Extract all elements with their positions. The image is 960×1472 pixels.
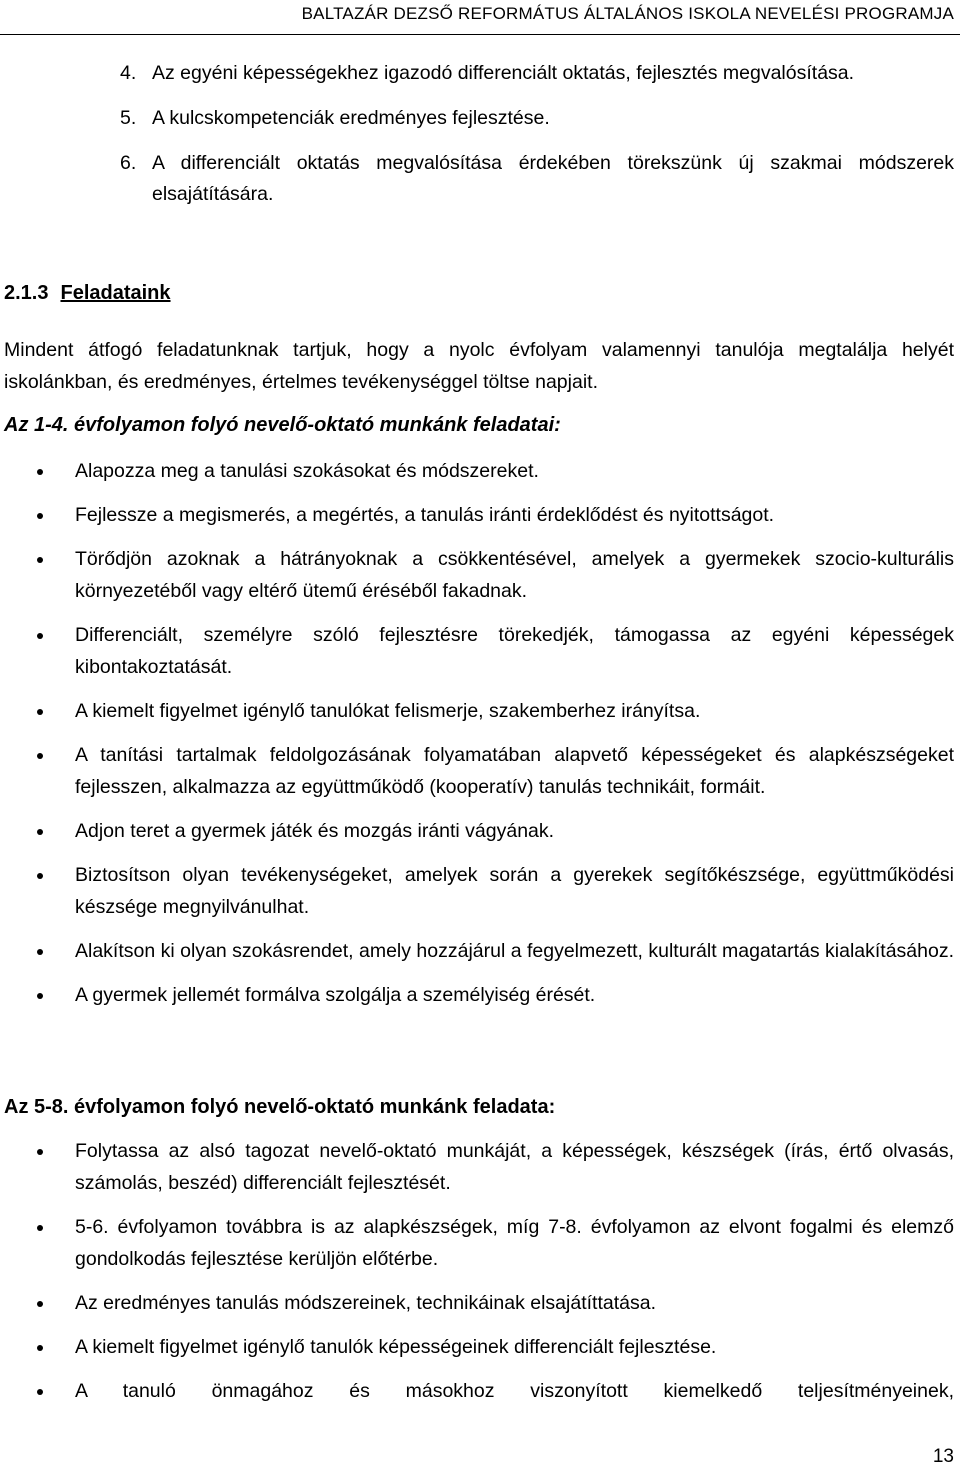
bullet-icon xyxy=(37,753,43,759)
group2-heading: Az 5-8. évfolyamon folyó nevelő-oktató munkánk feladata: xyxy=(4,1096,556,1118)
list-item xyxy=(0,543,960,607)
bullet-icon xyxy=(37,949,43,955)
list-item xyxy=(0,935,960,967)
header-title: BALTAZÁR DEZSŐ REFORMÁTUS ÁLTALÁNOS ISKOLA NEVELÉSI PROGRAMJA xyxy=(301,4,954,23)
group1-list xyxy=(0,455,960,1011)
list-item xyxy=(0,739,960,803)
list-item-text: A kiemelt figyelmet igénylő tanulókat felismerje, szakemberhez irányítsa. xyxy=(75,700,701,722)
list-item-text: A kiemelt figyelmet igénylő tanulók képességeinek differenciált fejlesztése. xyxy=(75,1336,717,1358)
group2-list xyxy=(0,1135,960,1407)
list-item-text: A tanítási tartalmak feldolgozásának folyamatában alapvető képességeket és alapkészségeket fejlesszen, alkalmazza az együttműködő (kooperatív) tanulás technikáit, formáit. xyxy=(75,744,954,798)
list-item xyxy=(0,58,960,89)
list-item-text: A kulcskompetenciák eredményes fejlesztése. xyxy=(152,107,550,129)
list-item-number: 6. xyxy=(120,152,137,174)
bullet-icon xyxy=(37,513,43,519)
page-header xyxy=(0,0,960,35)
intro-paragraph: Mindent átfogó feladatunknak tartjuk, hogy a nyolc évfolyam valamennyi tanulója megtalálja helyét iskolánkban, és eredményes, értelmes tevékenységgel töltse napjait. xyxy=(4,339,954,393)
list-item-text: Adjon teret a gyermek játék és mozgás iránti vágyának. xyxy=(75,820,555,842)
list-item xyxy=(0,979,960,1011)
bullet-icon xyxy=(37,1149,43,1155)
section-heading xyxy=(4,282,171,305)
list-item-text: Biztosítson olyan tevékenységeket, amelyek során a gyerekek segítőkészsége, együttműködési készsége megnyilvánulhat. xyxy=(75,864,954,918)
list-item xyxy=(0,103,960,134)
list-item-text: Differenciált, személyre szóló fejlesztésre törekedjék, támogassa az egyéni képességek kibontakoztatását. xyxy=(75,624,954,678)
list-item xyxy=(0,148,960,210)
bullet-icon xyxy=(37,993,43,999)
list-item-text: Törődjön azoknak a hátrányoknak a csökkentésével, amelyek a gyermekek szocio-kulturális környezetéből vagy eltérő ütemű éréséből fakadnak. xyxy=(75,548,954,602)
section-number: 2.1.3 xyxy=(4,282,49,304)
list-item xyxy=(0,1331,960,1363)
page-number: 13 xyxy=(932,1446,954,1467)
bullet-icon xyxy=(37,469,43,475)
list-item xyxy=(0,815,960,847)
numbered-list xyxy=(0,58,960,224)
list-item-text: Alapozza meg a tanulási szokásokat és módszereket. xyxy=(75,460,539,482)
list-item-text: Fejlessze a megismerés, a megértés, a tanulás iránti érdeklődést és nyitottságot. xyxy=(75,504,775,526)
bullet-icon xyxy=(37,829,43,835)
list-item-number: 5. xyxy=(120,107,137,129)
bullet-icon xyxy=(37,1225,43,1231)
group1-heading: Az 1-4. évfolyamon folyó nevelő-oktató munkánk feladatai: xyxy=(4,414,561,436)
list-item xyxy=(0,455,960,487)
list-item xyxy=(0,1287,960,1319)
bullet-icon xyxy=(37,873,43,879)
bullet-icon xyxy=(37,557,43,563)
list-item-text: Az eredményes tanulás módszereinek, technikáinak elsajátíttatása. xyxy=(75,1292,656,1314)
list-item-text: A differenciált oktatás megvalósítása érdekében törekszünk új szakmai módszerek elsajátítására. xyxy=(152,152,954,205)
list-item xyxy=(0,619,960,683)
list-item xyxy=(0,1375,960,1407)
list-item-text: 5-6. évfolyamon továbbra is az alapkészségek, míg 7-8. évfolyamon az elvont fogalmi és elemző gondolkodás fejlesztése kerüljön előtérbe. xyxy=(75,1216,954,1270)
bullet-icon xyxy=(37,633,43,639)
list-item-number: 4. xyxy=(120,62,137,84)
list-item-text: Az egyéni képességekhez igazodó differenciált oktatás, fejlesztés megvalósítása. xyxy=(152,62,855,84)
list-item xyxy=(0,695,960,727)
bullet-icon xyxy=(37,709,43,715)
list-item xyxy=(0,1211,960,1275)
list-item-text: A tanuló önmagához és másokhoz viszonyított kiemelkedő teljesítményeinek, xyxy=(75,1380,954,1402)
bullet-icon xyxy=(37,1301,43,1307)
list-item-text: Folytassa az alsó tagozat nevelő-oktató munkáját, a képességek, készségek (írás, értő olvasás, számolás, beszéd) differenciált fejlesztését. xyxy=(75,1140,954,1194)
bullet-icon xyxy=(37,1389,43,1395)
list-item xyxy=(0,499,960,531)
list-item xyxy=(0,1135,960,1199)
section-title: Feladataink xyxy=(60,282,171,304)
list-item xyxy=(0,859,960,923)
bullet-icon xyxy=(37,1345,43,1351)
list-item-text: A gyermek jellemét formálva szolgálja a személyiség érését. xyxy=(75,984,596,1006)
list-item-text: Alakítson ki olyan szokásrendet, amely hozzájárul a fegyelmezett, kulturált magatartás kialakításához. xyxy=(75,940,955,962)
